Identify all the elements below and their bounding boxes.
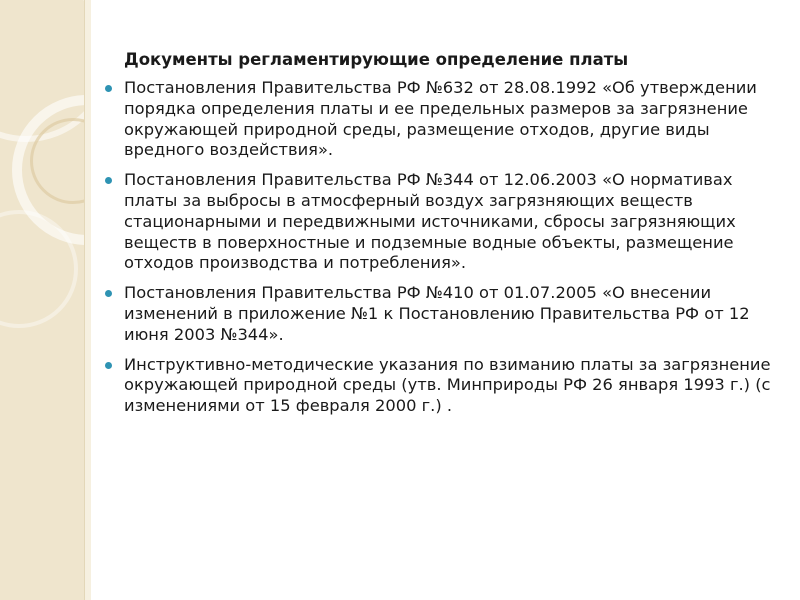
bullet-icon	[105, 85, 112, 92]
list-item	[104, 170, 774, 274]
slide-title: Документы регламентирующие определение платы	[124, 50, 629, 69]
side-strip-border	[84, 0, 91, 600]
list-item-text: Постановления Правительства РФ №632 от 28.08.1992 «Об утверждении порядка определения платы и ее предельных размеров за загрязнение окружающей природной среды, размещение отходов, другие виды вредного воздействия».	[124, 78, 757, 160]
list-item-text: Постановления Правительства РФ №344 от 12.06.2003 «О нормативах платы за выбросы в атмосферный воздух загрязняющих веществ стационарными и передвижными источниками, сбросы загрязняющих веществ в поверхностные и подземные водные объекты, размещение отходов производства и потребления».	[124, 170, 736, 273]
list-item	[104, 283, 774, 345]
list-item	[104, 78, 774, 161]
list-item	[104, 355, 774, 417]
list-item-text: Инструктивно-методические указания по взиманию платы за загрязнение окружающей природной среды (утв. Минприроды РФ 26 января 1993 г.) (с изменениями от 15 февраля 2000 г.) .	[124, 354, 771, 416]
bullet-icon	[105, 362, 112, 369]
document-list	[104, 78, 774, 426]
bullet-icon	[105, 290, 112, 297]
list-item-text: Постановления Правительства РФ №410 от 01.07.2005 «О внесении изменений в приложение №1 к Постановлению Правительства РФ от 12 июня 2003 №344».	[124, 283, 750, 344]
bullet-icon	[105, 177, 112, 184]
decorative-side-strip	[0, 0, 84, 600]
